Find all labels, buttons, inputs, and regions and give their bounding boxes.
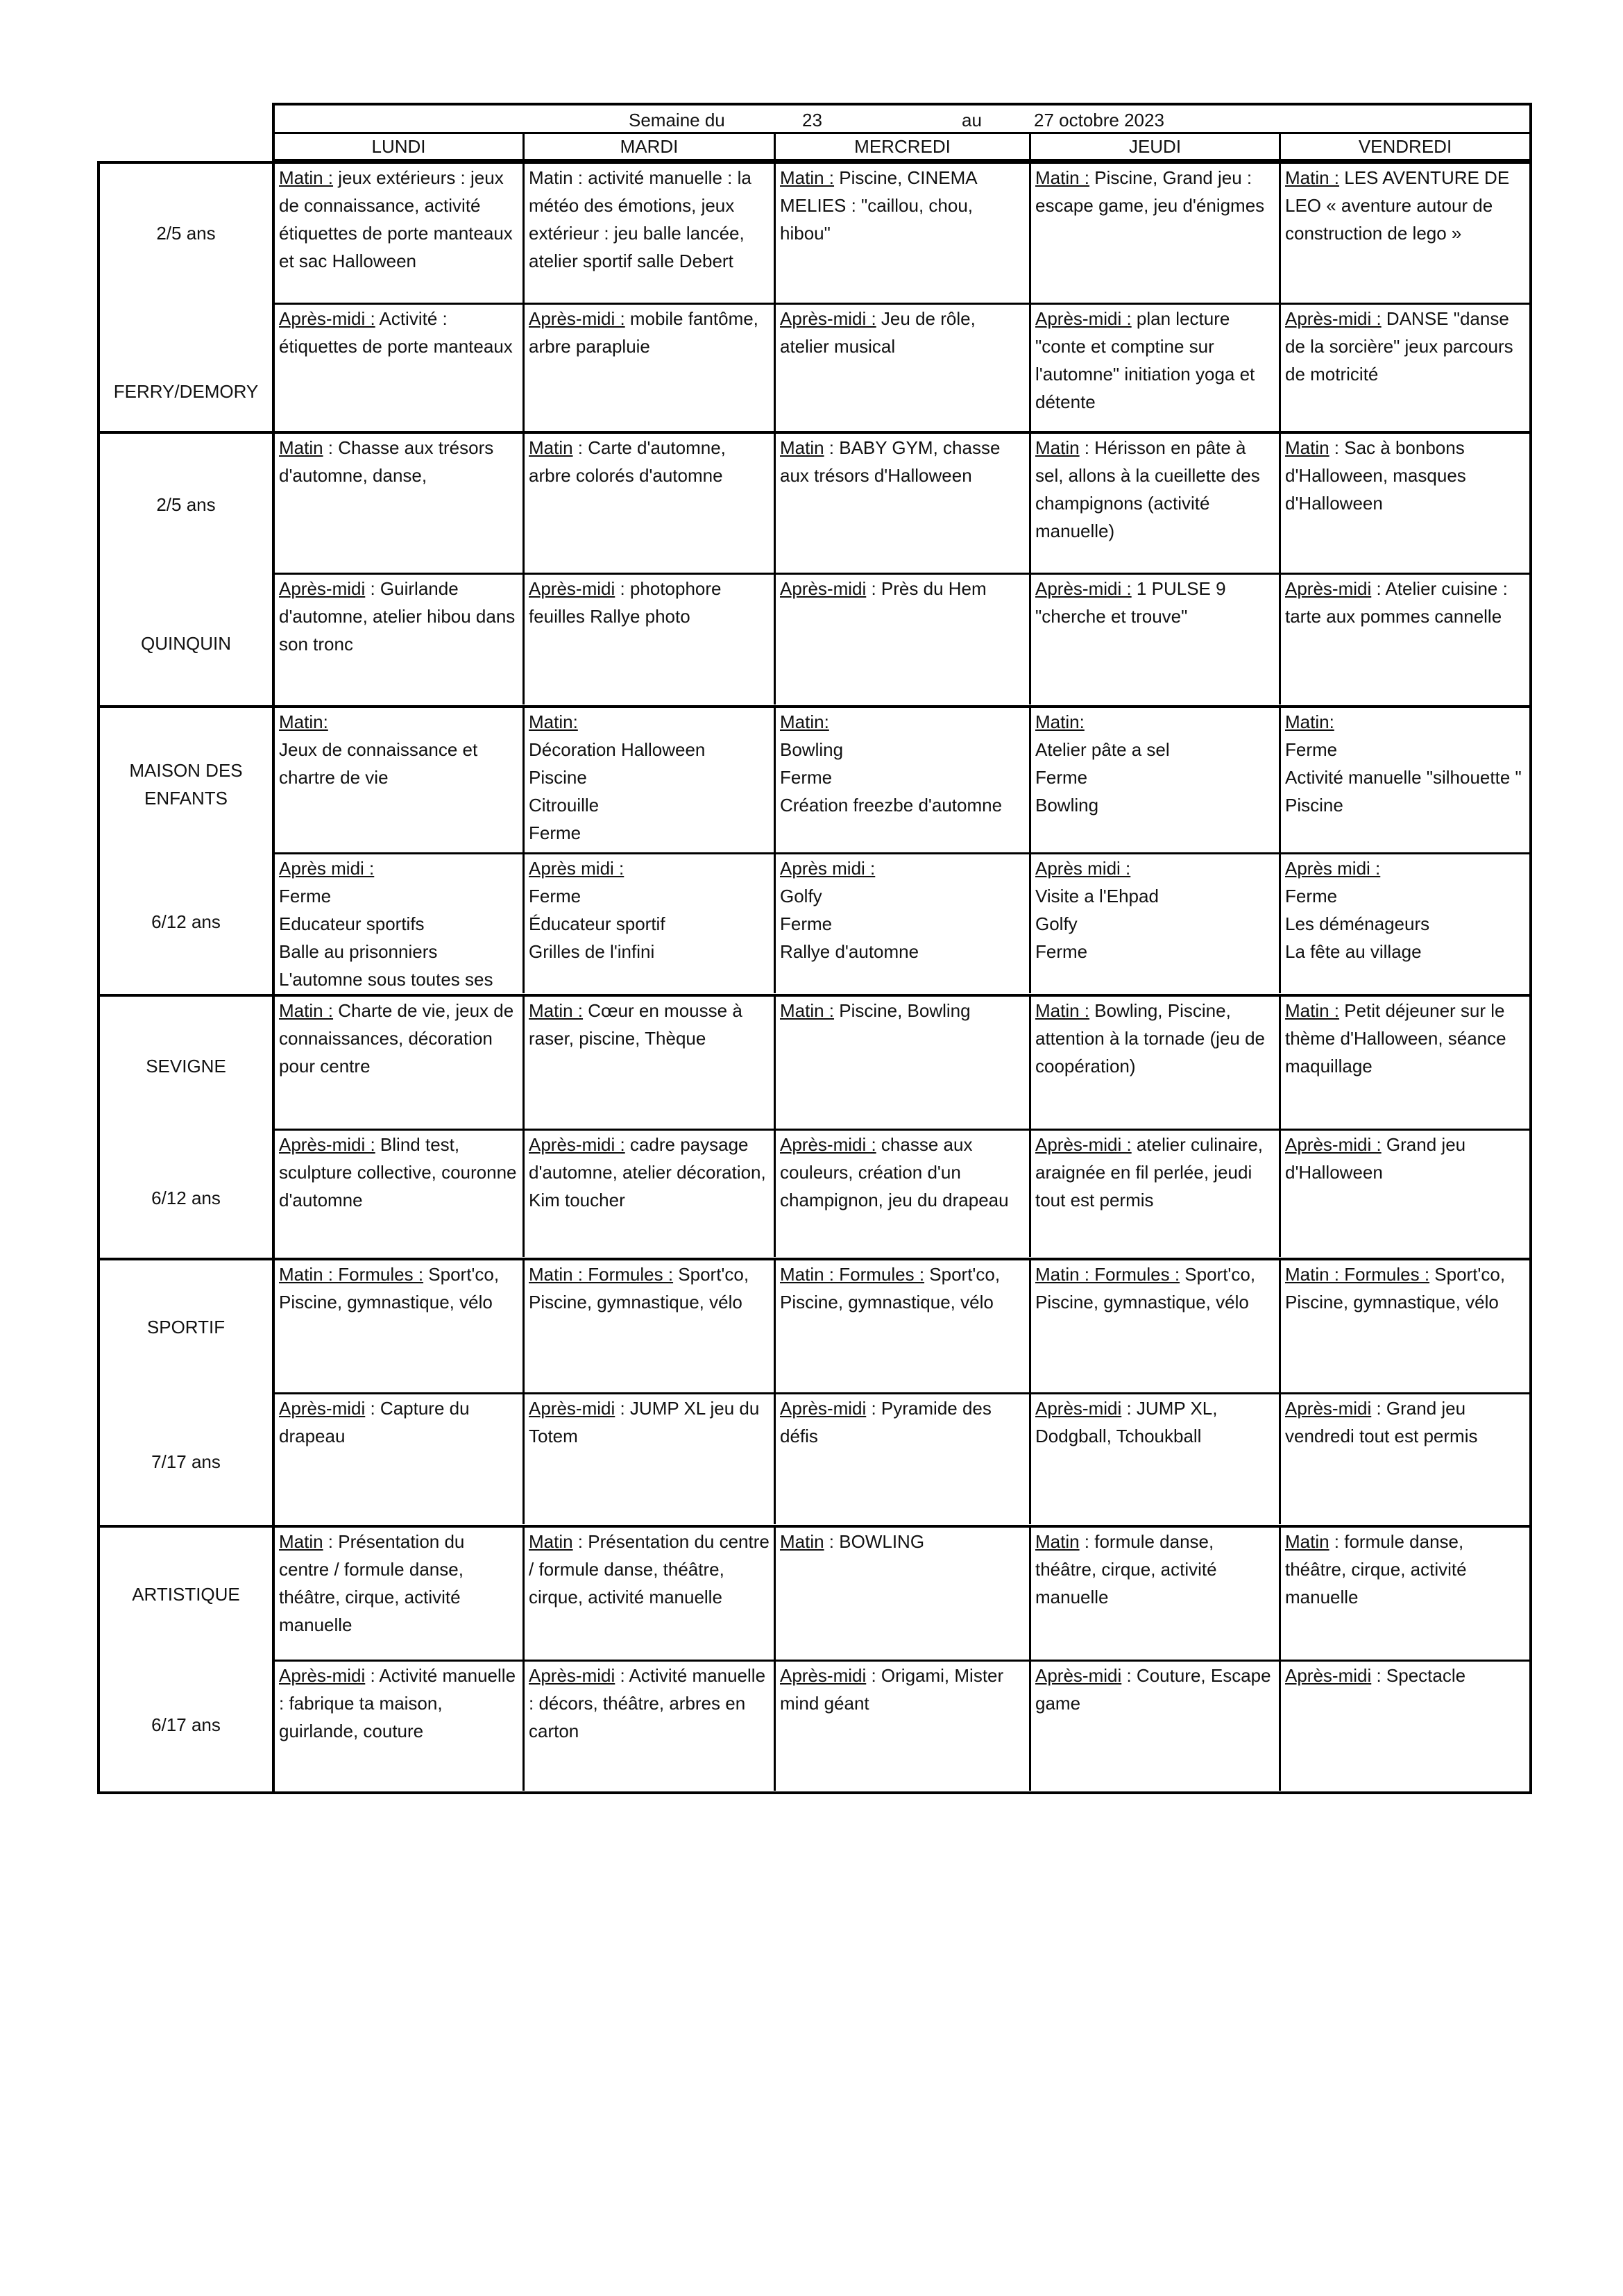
activity-cell: Matin : BOWLING: [776, 1528, 1031, 1660]
day-header: LUNDI: [275, 134, 525, 159]
week-between: au: [962, 110, 982, 130]
activity-cell: Matin : Présentation du centre / formule danse, théâtre, cirque, activité manuelle: [525, 1528, 776, 1660]
activity-cell: Après-midi : Activité : étiquettes de porte manteaux: [275, 305, 525, 433]
activity-cell: Après-midi : cadre paysage d'automne, atelier décoration, Kim toucher: [525, 1131, 776, 1257]
activity-cell: Après-midi : JUMP XL jeu du Totem: [525, 1394, 776, 1524]
group-name: QUINQUIN: [141, 633, 231, 654]
group-name: MAISON DES ENFANTS: [129, 760, 243, 809]
activity-cell: Matin : Piscine, CINEMA MELIES : "caillou, chou, hibou": [776, 164, 1031, 303]
afternoon-row: [275, 303, 1529, 433]
activity-cell: Matin : Piscine, Bowling: [776, 997, 1031, 1129]
morning-row: [275, 1528, 1529, 1660]
activity-cell: Matin : Formules : Sport'co, Piscine, gymnastique, vélo: [1031, 1260, 1281, 1392]
activity-cell: Matin : Présentation du centre / formule danse, théâtre, cirque, activité manuelle: [275, 1528, 525, 1660]
morning-row: [275, 997, 1529, 1129]
day-header: MERCREDI: [776, 134, 1031, 159]
group-ferry-demory: [97, 161, 1532, 434]
morning-row: [275, 1260, 1529, 1392]
afternoon-row: [275, 1129, 1529, 1257]
activity-cell: Après-midi : Activité manuelle : décors, théâtre, arbres en carton: [525, 1662, 776, 1791]
activity-cell: Matin: Atelier pâte a sel Ferme Bowling: [1031, 708, 1281, 852]
activity-cell: Après midi : Golfy Ferme Rallye d'automne: [776, 854, 1031, 993]
group-name: SEVIGNE: [146, 1056, 226, 1077]
group-name: ARTISTIQUE: [132, 1584, 240, 1605]
activity-cell: Après midi : Ferme Éducateur sportif Grilles de l'infini: [525, 854, 776, 993]
activity-cell: Après-midi : Grand jeu d'Halloween: [1285, 1134, 1466, 1183]
activity-cell: Matin : BABY GYM, chasse aux trésors d'Halloween: [776, 434, 1031, 573]
activity-cell: Après-midi : atelier culinaire, araignée en fil perlée, jeudi tout est permis: [1031, 1131, 1281, 1257]
group-sevigne: [97, 997, 1532, 1260]
activity-cell: Matin : Formules : Sport'co, Piscine, gymnastique, vélo: [776, 1260, 1031, 1392]
group-name: FERRY/DEMORY: [113, 381, 259, 402]
activity-cell: Matin: Bowling Ferme Création freezbe d'automne: [776, 708, 1031, 852]
activity-cell: Matin : Sac à bonbons d'Halloween, masques d'Halloween: [1285, 437, 1466, 514]
activity-cell: Matin : Formules : Sport'co, Piscine, gymnastique, vélo: [525, 1260, 776, 1392]
activity-cell: Matin: Décoration Halloween Piscine Citrouille Ferme: [525, 708, 776, 852]
activity-cell: Après midi : Ferme Les déménageurs La fête au village: [1285, 858, 1430, 962]
activity-cell: Après-midi : Guirlande d'automne, atelier hibou dans son tronc: [275, 575, 525, 704]
morning-row: [275, 434, 1529, 573]
activity-cell: Après-midi : JUMP XL, Dodgball, Tchoukball: [1031, 1394, 1281, 1524]
activity-cell: Matin : activité manuelle : la météo des émotions, jeux extérieur : jeu balle lancée, atelier sportif salle Debert: [525, 164, 776, 303]
activity-cell: Après-midi : Atelier cuisine : tarte aux pommes cannelle: [1285, 578, 1508, 627]
activity-cell: Matin : formule danse, théâtre, cirque, activité manuelle: [1031, 1528, 1281, 1660]
activity-cell: Matin : Cœur en mousse à raser, piscine, Thèque: [525, 997, 776, 1129]
activity-cell: Matin : Carte d'automne, arbre colorés d'automne: [525, 434, 776, 573]
week-end: 27 octobre 2023: [1034, 110, 1164, 130]
activity-cell: Matin : Formules : Sport'co, Piscine, gymnastique, vélo: [275, 1260, 525, 1392]
activity-cell: Matin : Bowling, Piscine, attention à la tornade (jeu de coopération): [1031, 997, 1281, 1129]
activity-cell: Après-midi : mobile fantôme, arbre parapluie: [525, 305, 776, 433]
activity-cell: Matin : Petit déjeuner sur le thème d'Halloween, séance maquillage: [1285, 1000, 1506, 1077]
day-header-row: [272, 132, 1532, 161]
day-header: JEUDI: [1031, 134, 1281, 159]
group-label: [100, 708, 275, 994]
activity-cell: Matin : jeux extérieurs : jeux de connaissance, activité étiquettes de porte manteaux et sac Halloween: [275, 164, 525, 303]
activity-cell: Matin : Formules : Sport'co, Piscine, gymnastique, vélo: [1285, 1264, 1506, 1312]
activity-cell: Après-midi : Capture du drapeau: [275, 1394, 525, 1524]
activity-cell: Après-midi : DANSE "danse de la sorcière" jeux parcours de motricité: [1285, 308, 1513, 385]
group-ages: 6/12 ans: [151, 911, 221, 932]
activity-cell: Après-midi : Activité manuelle : fabrique ta maison, guirlande, couture: [275, 1662, 525, 1791]
activity-cell: Après-midi : Près du Hem: [776, 575, 1031, 704]
activity-cell: Matin: Jeux de connaissance et chartre de vie: [275, 708, 525, 852]
group-ages: 6/12 ans: [151, 1188, 221, 1208]
activity-cell: Après-midi : Origami, Mister mind géant: [776, 1662, 1031, 1791]
week-label: Semaine du: [629, 110, 725, 130]
activity-cell: Après-midi : plan lecture "conte et comptine sur l'automne" initiation yoga et détente: [1031, 305, 1281, 433]
group-name: SPORTIF: [146, 1317, 226, 1337]
group-sportif: [97, 1260, 1532, 1528]
activity-cell: Après midi : Ferme Educateur sportifs Balle au prisonniers L'automne sous toutes ses: [275, 854, 525, 993]
week-header: [272, 103, 1532, 132]
group-ages: 7/17 ans: [151, 1451, 221, 1472]
activity-cell: Après-midi : Spectacle: [1285, 1665, 1466, 1686]
activity-cell: Après-midi : Blind test, sculpture collective, couronne d'automne: [275, 1131, 525, 1257]
group-ages: 6/17 ans: [151, 1714, 221, 1735]
group-label: [100, 1528, 275, 1791]
day-header: MARDI: [525, 134, 776, 159]
morning-row: [275, 708, 1529, 852]
group-label: [100, 1260, 275, 1525]
activity-cell: Matin : LES AVENTURE DE LEO « aventure autour de construction de lego »: [1285, 167, 1510, 244]
activity-cell: Matin : Chasse aux trésors d'automne, danse,: [275, 434, 525, 573]
activity-cell: Après-midi : Jeu de rôle, atelier musical: [776, 305, 1031, 433]
group-ages: 2/5 ans: [156, 223, 216, 244]
activity-cell: Matin : Piscine, Grand jeu : escape game, jeu d'énigmes: [1031, 164, 1281, 303]
week-start: 23: [802, 110, 822, 130]
activity-cell: Après-midi : photophore feuilles Rallye photo: [525, 575, 776, 704]
activity-cell: Après-midi : chasse aux couleurs, création d'un champignon, jeu du drapeau: [776, 1131, 1031, 1257]
activity-cell: Matin : Charte de vie, jeux de connaissances, décoration pour centre: [275, 997, 525, 1129]
group-label: [100, 997, 275, 1258]
group-quinquin: [97, 434, 1532, 708]
group-ages: 2/5 ans: [156, 494, 216, 515]
day-header: VENDREDI: [1358, 136, 1452, 157]
afternoon-row: [275, 573, 1529, 704]
activity-cell: Après midi : Visite a l'Ehpad Golfy Ferme: [1031, 854, 1281, 993]
afternoon-row: [275, 1660, 1529, 1791]
morning-row: [275, 164, 1529, 303]
activity-cell: Matin : formule danse, théâtre, cirque, activité manuelle: [1285, 1531, 1467, 1607]
afternoon-row: [275, 1392, 1529, 1524]
group-label: [100, 434, 275, 705]
activity-cell: Matin: Ferme Activité manuelle "silhouette " Piscine: [1285, 711, 1522, 816]
activity-cell: Après-midi : Pyramide des défis: [776, 1394, 1031, 1524]
activity-cell: Après-midi : Grand jeu vendredi tout est permis: [1285, 1398, 1478, 1446]
activity-cell: Après-midi : Couture, Escape game: [1031, 1662, 1281, 1791]
group-artistique: [97, 1528, 1532, 1794]
afternoon-row: [275, 852, 1529, 993]
group-label: [100, 164, 275, 431]
group-maison-des-enfants: [97, 708, 1532, 997]
activity-cell: Après-midi : 1 PULSE 9 "cherche et trouve": [1031, 575, 1281, 704]
activity-cell: Matin : Hérisson en pâte à sel, allons à la cueillette des champignons (activité manuelle): [1031, 434, 1281, 573]
